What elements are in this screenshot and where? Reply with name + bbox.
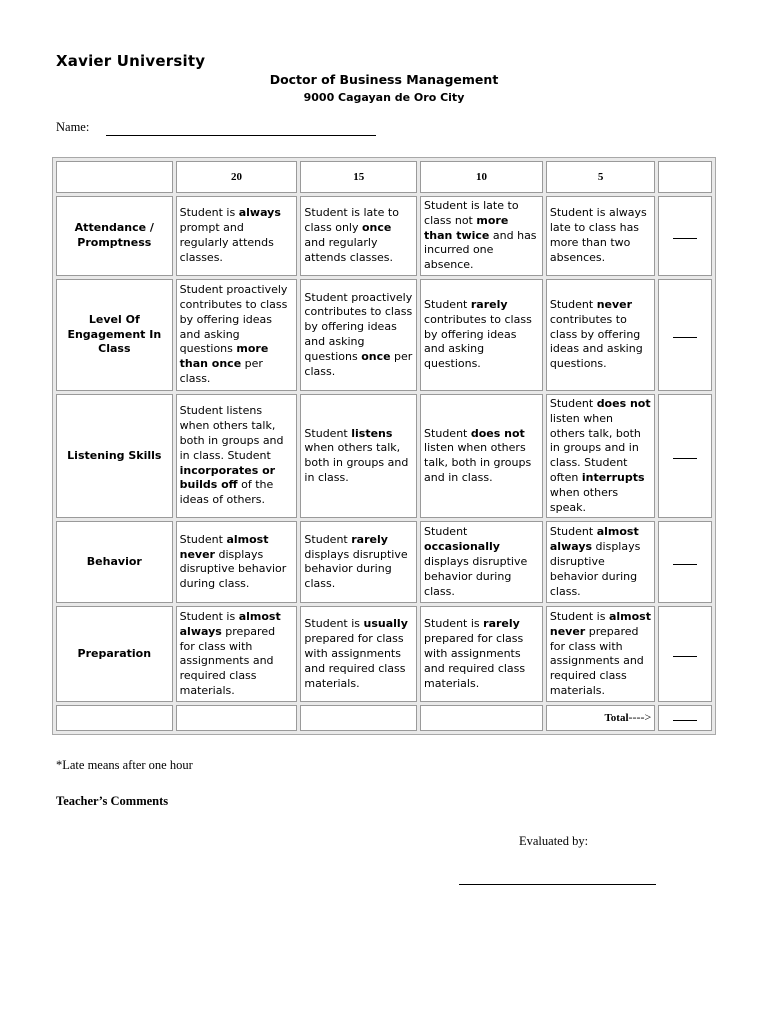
teachers-comments-label: Teacher’s Comments (56, 794, 169, 808)
descriptor-emphasis: usually (363, 617, 408, 631)
descriptor-cell (176, 279, 298, 391)
descriptor-emphasis: does not (596, 397, 651, 410)
descriptor-text: Student is (179, 609, 239, 623)
descriptor-text: and has incurred one absence. (424, 228, 537, 272)
descriptor-text: per class. (304, 349, 413, 378)
descriptor-emphasis: more than twice (424, 213, 509, 242)
descriptor-text: Student proactively contributes to class by offering ideas and asking questions (179, 283, 288, 356)
descriptor-emphasis: listens (351, 426, 393, 440)
descriptor-emphasis: almost always (179, 609, 281, 638)
descriptor-emphasis: incorporates or builds off (179, 463, 276, 492)
rubric-table (52, 157, 716, 735)
criterion-label: Level Of Engagement In Class (56, 279, 173, 391)
descriptor-text: Student (304, 532, 352, 546)
name-label: Name: (56, 120, 90, 134)
descriptor-cell (420, 606, 543, 702)
evaluator-signature-line[interactable] (459, 884, 656, 885)
score-blank-line (673, 556, 697, 565)
descriptor-text: Student is (179, 206, 239, 220)
descriptor-cell (546, 521, 655, 603)
descriptor-text: when others speak. (549, 485, 619, 514)
descriptor-text: listen when others talk, both in groups and in class. Student often (549, 411, 641, 484)
descriptor-cell (300, 196, 417, 276)
descriptor-cell (420, 196, 543, 276)
descriptor-text: Student proactively contributes to class by offering ideas and asking questions (304, 290, 413, 363)
total-label-cell (546, 705, 655, 731)
descriptor-text: displays disruptive behavior during class. (549, 540, 641, 598)
descriptor-emphasis: almost never (179, 532, 269, 561)
descriptor-cell (176, 521, 298, 603)
descriptor-text: prepared for class with assignments and required class materials. (304, 632, 406, 690)
descriptor-text: Student (179, 532, 227, 546)
rubric-row (56, 196, 712, 276)
score-blank-cell[interactable] (658, 521, 712, 603)
descriptor-cell (176, 196, 298, 276)
footnote: *Late means after one hour (56, 758, 193, 772)
descriptor-emphasis: once (361, 349, 391, 363)
descriptor-emphasis: rarely (470, 298, 508, 311)
descriptor-text: Student is late to class only (304, 206, 399, 235)
descriptor-text: listen when others talk, both in groups and in class. (424, 441, 532, 484)
column-score-20: 20 (176, 161, 298, 193)
criterion-label: Listening Skills (56, 394, 173, 518)
descriptor-text: contributes to class by offering ideas and asking questions. (424, 312, 532, 371)
university-title: Xavier University (56, 52, 206, 70)
score-blank-cell[interactable] (658, 606, 712, 702)
descriptor-text: when others talk, both in groups and in class. (304, 441, 409, 484)
descriptor-cell (300, 279, 417, 391)
column-score-5: 5 (546, 161, 655, 193)
descriptor-text: displays disruptive behavior during class. (179, 547, 287, 591)
total-row-empty-cell (56, 705, 173, 731)
descriptor-cell (300, 521, 417, 603)
descriptor-text: contributes to class by offering ideas and asking questions. (549, 312, 643, 371)
descriptor-text: Student is always late to class has more than two absences. (549, 206, 647, 264)
descriptor-text: Student (304, 426, 352, 440)
descriptor-text: Student is (304, 617, 364, 631)
descriptor-cell (546, 394, 655, 518)
total-label: Total (604, 712, 629, 725)
descriptor-emphasis: more than once (179, 342, 269, 371)
descriptor-cell (176, 394, 298, 518)
rubric-row (56, 394, 712, 518)
program-title: Doctor of Business Management (269, 72, 499, 87)
total-row-empty-cell (420, 705, 543, 731)
total-blank-line (673, 712, 697, 721)
descriptor-text: and regularly attends classes. (304, 236, 394, 264)
header-score-cell (658, 161, 712, 193)
descriptor-cell (300, 394, 417, 518)
descriptor-cell (546, 606, 655, 702)
descriptor-text: of the ideas of others. (179, 478, 274, 507)
descriptor-text: Student (424, 426, 471, 440)
descriptor-text: prepared for class with assignments and required class materials. (549, 624, 644, 697)
evaluated-by-label: Evaluated by: (519, 834, 589, 848)
score-blank-cell[interactable] (658, 394, 712, 518)
rubric-row (56, 279, 712, 391)
descriptor-text: Student (424, 525, 468, 539)
score-blank-line (673, 450, 697, 459)
header-corner-cell (56, 161, 173, 193)
score-blank-cell[interactable] (658, 279, 712, 391)
descriptor-text: displays disruptive behavior during class. (304, 547, 408, 591)
city-subtitle: 9000 Cagayan de Oro City (303, 91, 465, 104)
descriptor-cell (420, 394, 543, 518)
descriptor-cell (546, 196, 655, 276)
descriptor-cell (300, 606, 417, 702)
total-row (56, 705, 712, 731)
descriptor-emphasis: does not (470, 426, 525, 440)
total-arrow: ----> (628, 710, 652, 725)
descriptor-text: Student (549, 525, 597, 539)
score-blank-line (673, 329, 697, 338)
descriptor-text: Student (549, 397, 597, 410)
descriptor-emphasis: once (362, 221, 392, 235)
header-row (56, 161, 712, 193)
descriptor-text: displays disruptive behavior during class. (424, 554, 528, 598)
descriptor-text: per class. (179, 357, 263, 385)
criterion-label: Attendance / Promptness (56, 196, 173, 276)
descriptor-emphasis: rarely (351, 532, 388, 546)
score-blank-line (673, 648, 697, 657)
descriptor-text: prompt and regularly attends classes. (179, 221, 274, 264)
criterion-label: Behavior (56, 521, 173, 603)
rubric-row (56, 521, 712, 603)
descriptor-emphasis: interrupts (581, 470, 645, 484)
criterion-label: Preparation (56, 606, 173, 702)
descriptor-emphasis: almost always (549, 525, 639, 554)
column-score-10: 10 (420, 161, 543, 193)
descriptor-emphasis: rarely (483, 617, 520, 631)
rubric-row (56, 606, 712, 702)
descriptor-text: prepared for class with assignments and required class materials. (179, 624, 276, 697)
descriptor-cell (176, 606, 298, 702)
descriptor-text: Student is (424, 617, 484, 631)
descriptor-text: prepared for class with assignments and required class materials. (424, 632, 526, 690)
name-blank-line (106, 135, 376, 136)
total-score-blank-cell[interactable] (658, 705, 712, 731)
descriptor-emphasis: occasionally (424, 540, 500, 554)
descriptor-text: Student is late to class not (424, 199, 519, 227)
total-row-empty-cell (176, 705, 298, 731)
descriptor-text: Student is (549, 609, 609, 623)
descriptor-cell (546, 279, 655, 391)
score-blank-cell[interactable] (658, 196, 712, 276)
descriptor-emphasis: almost never (549, 609, 651, 638)
column-score-15: 15 (300, 161, 417, 193)
descriptor-cell (420, 279, 543, 391)
descriptor-emphasis: never (596, 298, 633, 311)
descriptor-text: Student listens when others talk, both in groups and in class. Student (179, 404, 284, 462)
score-blank-line (673, 230, 697, 239)
descriptor-cell (420, 521, 543, 603)
descriptor-emphasis: always (238, 206, 281, 220)
descriptor-text: Student (424, 298, 471, 311)
total-row-empty-cell (300, 705, 417, 731)
descriptor-text: Student (549, 298, 597, 311)
